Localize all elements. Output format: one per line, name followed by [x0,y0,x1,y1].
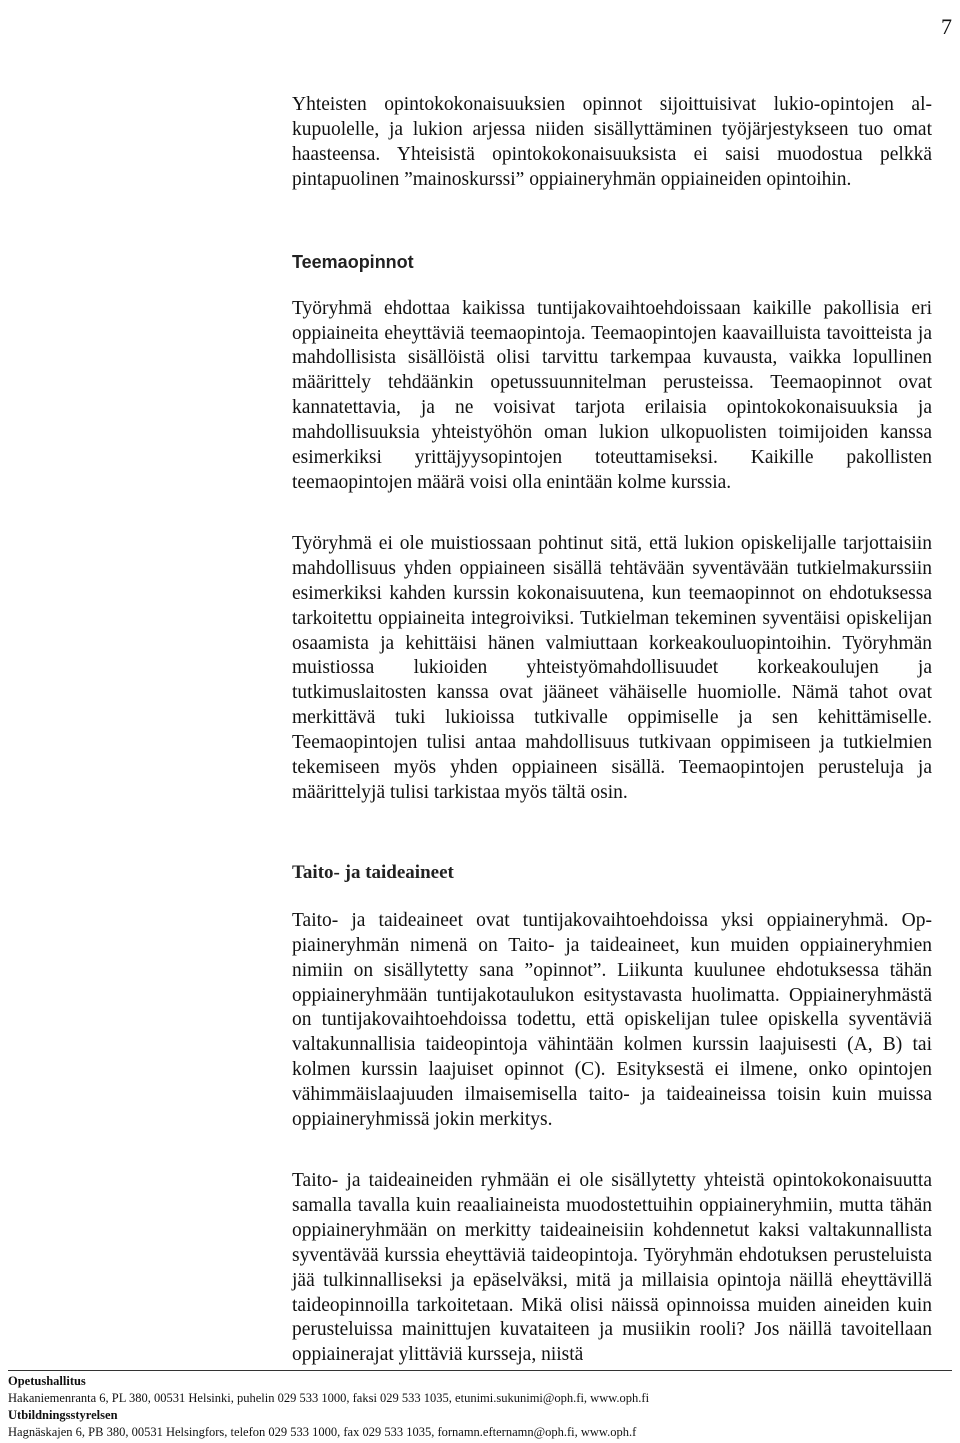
page-footer [8,1370,952,1441]
footer-org-sv: Utbildningsstyrelsen [8,1408,118,1422]
footer-address-sv: Hagnäskajen 6, PB 380, 00531 Helsingfors, telefon 029 533 1000, fax 029 533 1035, fornamn.efternamn@oph.fi, www.oph.f [8,1425,637,1439]
section-heading-taideaineet: Taito- ja taideaineet [292,861,454,883]
taideaineet-paragraph-1: Taito- ja taideaineet ovat tuntijakovaihtoehdoissa yksi oppiaineryhmä. Oppiaineryhmän nimenä on Taito- ja taideaineet, kun muiden oppiaineryhmien nimiin on sisällytetty sana ”opinnot”. Liikunta kuulunee ehdotuksessa tähän oppiaineryhmään tuntijakotaulukon esitystavasta huolimatta. Oppiaineryhmästä on tuntijakovaihtoehdoissa todettu, että opiskelijan tulee opiskella syventäviä valtakunnallisia taideopintoja vähintään kolmen kurssin laajuisesti (A, B) tai kolmen kurssin laajuiset opinnot (C). Esityksestä ei ilmene, onko opintojen vähimmäislaajuuden ilmaisemisella taito- ja taideaineissa toisin kuin muissa oppiaineryhmissä jokin merkitys. [292,909,932,1131]
taideaineet-paragraph-2: Taito- ja taideaineiden ryhmään ei ole sisällytetty yhteistä opintokokonaisuutta samalla tavalla kuin reaaliaineista muodostettuihin oppiaineryhmiin, mutta tähän oppiaineryhmään on merkitty taideaineisiin kohdennetut kaksi valtakunnallista syventävää kurssia eheyttäviä taideopintoja. Työryhmän ehdotuksen perusteluista jää tulkinnalliseksi ja epäselväksi, mitä ja millaisia opintoja näillä eheyttävillä taideopinnoilla tarkoitetaan. Mikä olisi näissä opinnoissa muiden aineiden kuin perusteluissa mainittujen kuvataiteen ja musiikin rooli? Jos näillä tavoitellaan oppiainerajat ylittäviä kursseja, niistä [292,1170,932,1366]
teemaopinnot-paragraph-2: Työryhmä ei ole muistiossaan pohtinut sitä, että lukion opiskelijalle tarjottaisiin mahdollisuus yhden oppiaineen sisällä tehtävään syventävään tutkielmakurssiin esimerkiksi kahden kurssin kokonaisuutena, kun teemaopinnot on ehdotuksessa tarkoitettu oppiaineita integroiviksi. Tutkielman tekeminen syventäisi opiskelijan osaamista ja kehittäisi hänen valmiuttaan korkeakouluopintoihin. Työryhmän muistiossa lukioiden yhteistyömahdollisuudet korkeakoulujen ja tutkimuslaitosten kanssa ovat jääneet vähäiselle huomiolle. Nämä tahot ovat merkittävä tuki lukioissa tutkivalle oppimiselle ja sen kehittämiselle. Teemaopintojen tulisi antaa mahdollisuus tutkivaan oppimiseen ja tutkielmien tekemiseen myös yhden oppiaineen sisällä. Teemaopintojen perusteluja ja määrittelyjä tulisi tarkistaa myös tältä osin. [292,532,932,803]
document-body [292,93,932,1368]
section-heading-teemaopinnot: Teemaopinnot [292,251,414,272]
intro-paragraph: Yhteisten opintokokonaisuuksien opinnot sijoittuisivat lukio-opintojen alkupuolelle, ja lukion arjessa niiden sisällyttäminen työjärjestykseen tuo omat haasteensa. Yhteisistä opintokokonaisuuksista ei saisi muodostua pelkkä pintapuolinen ”mainoskurssi” oppiaineryhmän oppiaineiden opintoihin. [292,94,932,190]
page-number: 7 [941,14,952,39]
teemaopinnot-paragraph-1: Työryhmä ehdottaa kaikissa tuntijakovaihtoehdoissaan kaikille pakollisia eri oppiaineita eheyttäviä teemaopintoja. Teemaopintojen kaavailluista tavoitteista ja mahdollisista sisällöistä olisi tarvittu tarkempaa kuvausta, vaikka lopullinen määrittely tehdäänkin opetussuunnitelman perusteissa. Teemaopinnot ovat kannatettavia, ja ne voisivat tarjota erilaisia opintokokonaisuuksia ja mahdollisuuksia yhteistyöhön oman lukion ulkopuolisten toimijoiden kanssa esimerkiksi yrittäjyysopintojen toteuttamiseksi. Kaikille pakollisten teemaopintojen määrä voisi olla enintään kolme kurssia. [292,297,932,493]
footer-org-fi: Opetushallitus [8,1374,86,1388]
footer-address-fi: Hakaniemenranta 6, PL 380, 00531 Helsinki, puhelin 029 533 1000, faksi 029 533 1035, etunimi.sukunimi@oph.fi, www.oph.fi [8,1391,650,1405]
